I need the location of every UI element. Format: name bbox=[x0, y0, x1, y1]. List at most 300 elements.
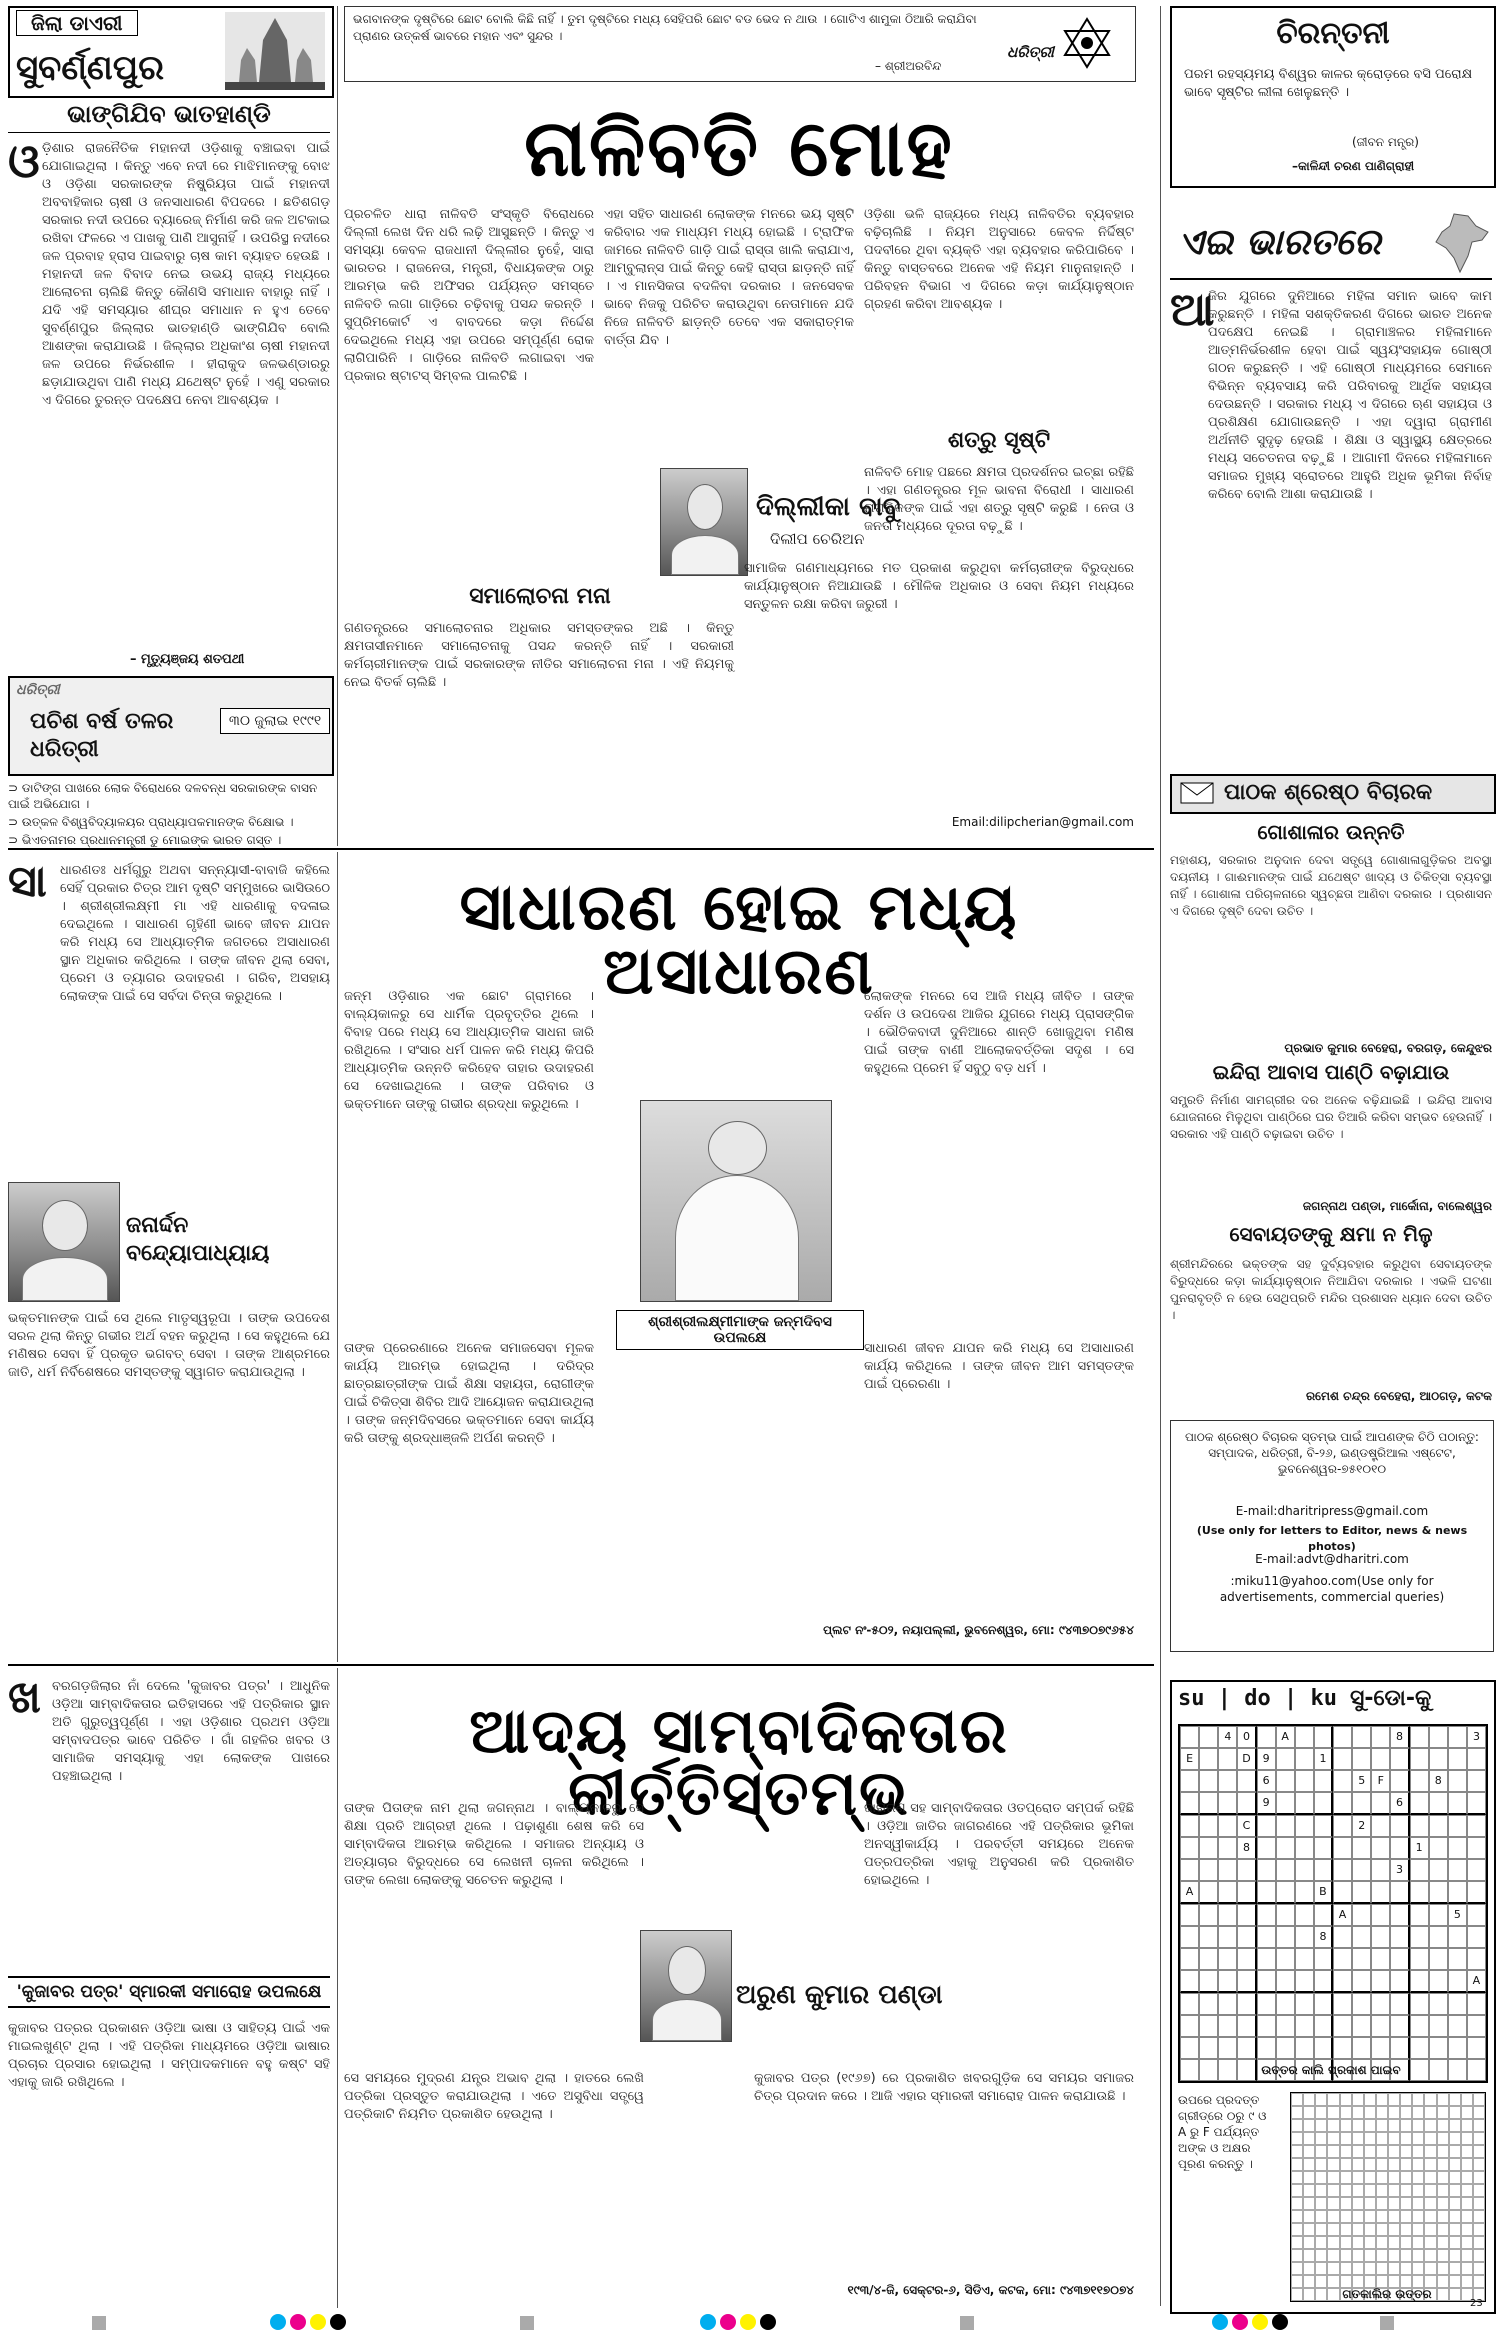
sudoku-cell[interactable] bbox=[1180, 1837, 1199, 1859]
prev-answer-cell bbox=[1303, 2106, 1315, 2119]
sudoku-cell[interactable] bbox=[1237, 1792, 1256, 1815]
sudoku-cell[interactable] bbox=[1352, 2015, 1371, 2037]
prev-answer-cell bbox=[1388, 2158, 1400, 2171]
sudoku-cell[interactable] bbox=[1333, 1770, 1352, 1792]
sudoku-cell[interactable] bbox=[1429, 1970, 1448, 1993]
sudoku-cell[interactable] bbox=[1257, 1859, 1276, 1881]
sudoku-cell[interactable] bbox=[1448, 1926, 1467, 1948]
sudoku-cell[interactable] bbox=[1352, 1837, 1371, 1859]
sudoku-cell[interactable]: A bbox=[1276, 1726, 1295, 1748]
left-col-body: ଡ଼ିଶାର ରାଜନୈତିକ ମହାନଦୀ ଓଡ଼ିଶାକୁ ବଞ୍ଚାଇବା ପାଇଁ ଯୋଗାଇଥିଲା । କିନ୍ତୁ ଏବେ ନଦୀ ରେ ମାଝିମାନଙ୍କୁ ବୋଝ ଓ ଓଡ଼ିଶା ସରକାରଙ୍କ ନିଷ୍କ୍ରିୟତା ପାଇଁ ମହାନଦୀ ଅବବାହିକାର ଚାଷୀ ଓ ଜନସାଧାରଣ ବିପଦରେ । ଛତିଶଗଡ଼ ସରକାର ନଦୀ ଉପରେ ବ୍ୟାରେଜ୍ ନିର୍ମାଣ କରି ଜଳ ଅଟକାଇ ରଖିବା ଫଳରେ ଏ ପାଖକୁ ପାଣି ଆସୁନାହିଁ । ଉପରିସ୍ଥ ନଦୀରେ ଜଳ ପ୍ରବାହ ହ୍ରାସ ପାଇବାରୁ ଚାଷ କାମ ବ୍ୟାହତ ହେଉଛି । ମହାନଦୀ ଜଳ ବିବାଦ ନେଇ ଉଭୟ ରାଜ୍ୟ ମଧ୍ୟରେ ଆଲୋଚନା ଚାଲିଛି କିନ୍ତୁ କୌଣସି ସମାଧାନ ବାହାରୁ ନାହିଁ । ଯଦି ଏହି ସମସ୍ୟାର ଶୀଘ୍ର ସମାଧାନ ନ ହୁଏ ତେବେ ସୁବର୍ଣ୍ଣପୁର ଜିଲ୍ଲାର ଭାତହାଣ୍ଡି ଭାଙ୍ଗିଯିବ ବୋଲି ଆଶଙ୍କା କରାଯାଉଛି । ଜିଲ୍ଲାର ଅଧିକାଂଶ ଚାଷୀ ମହାନଦୀ ଜଳ ଉପରେ ନିର୍ଭରଶୀଳ । ହୀରାକୁଦ ଜଳଭଣ୍ଡାରରୁ ଛଡ଼ାଯାଉଥିବା ପାଣି ମଧ୍ୟ ଯଥେଷ୍ଟ ନୁହେଁ । ଏଣୁ ସରକାର ଏ ଦିଗରେ ତୁରନ୍ତ ପଦକ୍ଷେପ ନେବା ଆବଶ୍ୟକ । bbox=[42, 141, 330, 408]
sudoku-cell[interactable] bbox=[1180, 1792, 1199, 1815]
sudoku-cell[interactable] bbox=[1180, 1948, 1199, 1970]
sudoku-cell[interactable] bbox=[1467, 1837, 1486, 1859]
prev-answer-cell bbox=[1461, 2210, 1473, 2223]
sudoku-cell[interactable]: 4 bbox=[1218, 1726, 1237, 1748]
sudoku-cell[interactable] bbox=[1257, 1881, 1276, 1904]
sudoku-cell[interactable] bbox=[1410, 1993, 1429, 2015]
prev-answer-cell bbox=[1412, 2249, 1424, 2262]
sudoku-cell[interactable] bbox=[1257, 1815, 1276, 1837]
sudoku-cell[interactable] bbox=[1371, 1904, 1390, 1926]
sudoku-cell[interactable] bbox=[1448, 1881, 1467, 1904]
sudoku-cell[interactable] bbox=[1390, 1748, 1409, 1770]
sudoku-cell[interactable]: 3 bbox=[1390, 1859, 1409, 1881]
chirantani-text: ପରମ ରହସ୍ୟମୟ ବିଶ୍ୱର କାଳର କ୍ରୋଡ଼ରେ ବସି ପରୋକ୍ଷ ଭାବେ ସୃଷ୍ଟିର ଲୀଳା ଖେଳୁଛନ୍ତି । bbox=[1184, 67, 1473, 100]
sudoku-cell[interactable] bbox=[1429, 2037, 1448, 2059]
anniv-item bbox=[8, 780, 330, 848]
sudoku-cell[interactable] bbox=[1390, 2015, 1409, 2037]
top-story-subhead2: ସମାଲୋଚନା ମନା bbox=[469, 584, 611, 609]
sudoku-cell[interactable] bbox=[1218, 1881, 1237, 1904]
sudoku-cell[interactable] bbox=[1352, 1792, 1371, 1815]
sudoku-cell[interactable] bbox=[1199, 1904, 1218, 1926]
sudoku-cell[interactable] bbox=[1180, 1970, 1199, 1993]
sudoku-cell[interactable]: 9 bbox=[1257, 1792, 1276, 1815]
sudoku-cell[interactable] bbox=[1429, 1748, 1448, 1770]
contact-email2: E-mail:advt@dharitri.com bbox=[1255, 1552, 1409, 1566]
sudoku-cell[interactable] bbox=[1467, 1904, 1486, 1926]
sudoku-cell[interactable] bbox=[1237, 2037, 1256, 2059]
sudoku-cell[interactable] bbox=[1429, 1815, 1448, 1837]
sudoku-cell[interactable] bbox=[1314, 1815, 1333, 1837]
sudoku-cell[interactable] bbox=[1276, 1970, 1295, 1993]
prev-answer-cell bbox=[1376, 2132, 1388, 2145]
sudoku-cell[interactable] bbox=[1199, 1926, 1218, 1948]
prev-answer-cell bbox=[1400, 2210, 1412, 2223]
sudoku-cell[interactable] bbox=[1276, 1748, 1295, 1770]
sudoku-cell[interactable] bbox=[1410, 1926, 1429, 1948]
sudoku-cell[interactable]: 5 bbox=[1352, 1770, 1371, 1792]
sudoku-cell[interactable] bbox=[1276, 1859, 1295, 1881]
sudoku-cell[interactable]: 1 bbox=[1314, 1748, 1333, 1770]
sudoku-cell[interactable] bbox=[1237, 1970, 1256, 1993]
sudoku-cell[interactable] bbox=[1295, 1770, 1314, 1792]
sudoku-cell[interactable] bbox=[1333, 1859, 1352, 1881]
prev-answer-cell bbox=[1340, 2119, 1352, 2132]
sudoku-cell[interactable] bbox=[1390, 2037, 1409, 2059]
prev-answer-cell bbox=[1303, 2223, 1315, 2236]
sudoku-cell[interactable] bbox=[1448, 1792, 1467, 1815]
sudoku-cell[interactable] bbox=[1199, 1837, 1218, 1859]
prev-answer-cell bbox=[1437, 2093, 1449, 2106]
sudoku-cell[interactable] bbox=[1314, 1792, 1333, 1815]
sudoku-cell[interactable] bbox=[1390, 1770, 1409, 1792]
bottom-story-col2: ତାଙ୍କ ପିତାଙ୍କ ନାମ ଥିଲା ଜଗନ୍ନାଥ । ବାଲ୍ୟକାଳରୁ ସେ ଶିକ୍ଷା ପ୍ରତି ଆଗ୍ରହୀ ଥିଲେ । ପଢ଼ାଶୁଣା ଶେଷ କରି ସେ ସାମ୍ବାଦିକତା ଆରମ୍ଭ କରିଥିଲେ । ସମାଜର ଅନ୍ୟାୟ ଓ ଅତ୍ୟାଚାର ବିରୁଦ୍ଧରେ ସେ ଲେଖନୀ ଚାଳନା କରିଥିଲେ । ତାଙ୍କ ଲେଖା ଲୋକଙ୍କୁ ସଚେତନ କରୁଥିଲା । bbox=[344, 1801, 644, 1888]
sudoku-cell[interactable] bbox=[1352, 1970, 1371, 1993]
sudoku-cell[interactable] bbox=[1199, 1726, 1218, 1748]
sudoku-cell[interactable] bbox=[1371, 1993, 1390, 2015]
sudoku-cell[interactable]: 8 bbox=[1237, 1837, 1256, 1859]
sudoku-cell[interactable] bbox=[1295, 1970, 1314, 1993]
sudoku-cell[interactable] bbox=[1276, 1926, 1295, 1948]
sudoku-cell[interactable] bbox=[1429, 1859, 1448, 1881]
sudoku-cell[interactable] bbox=[1237, 1993, 1256, 2015]
prev-answer-cell bbox=[1303, 2184, 1315, 2197]
sudoku-cell[interactable]: F bbox=[1371, 1770, 1390, 1792]
sudoku-cell[interactable] bbox=[1333, 1837, 1352, 1859]
sudoku-cell[interactable] bbox=[1448, 1815, 1467, 1837]
sudoku-cell[interactable] bbox=[1180, 2015, 1199, 2037]
sudoku-cell[interactable] bbox=[1352, 1859, 1371, 1881]
mid-story-col3: ଲୋକଙ୍କ ମନରେ ସେ ଆଜି ମଧ୍ୟ ଜୀବିତ । ତାଙ୍କ ଦର୍ଶନ ଓ ଉପଦେଶ ଆଜିର ଯୁଗରେ ମଧ୍ୟ ପ୍ରାସଙ୍ଗିକ । ଭୌତିକବାଦୀ ଦୁନିଆରେ ଶାନ୍ତି ଖୋଜୁଥିବା ମଣିଷ ପାଇଁ ତାଙ୍କ ବାଣୀ ଆଲୋକବର୍ତ୍ତିକା ସଦୃଶ । ସେ କହୁଥିଲେ ପ୍ରେମ ହିଁ ସବୁଠୁ ବଡ଼ ଧର୍ମ । bbox=[864, 989, 1134, 1076]
sudoku-cell[interactable] bbox=[1314, 1948, 1333, 1970]
sudoku-cell[interactable] bbox=[1218, 1970, 1237, 1993]
anniv-brand: ଧରିତ୍ରୀ bbox=[16, 682, 60, 698]
prev-answer-cell bbox=[1424, 2171, 1436, 2184]
prev-answer-cell bbox=[1437, 2184, 1449, 2197]
sudoku-cell[interactable] bbox=[1295, 1904, 1314, 1926]
sudoku-cell[interactable] bbox=[1352, 1948, 1371, 1970]
prev-answer-cell bbox=[1352, 2171, 1364, 2184]
prev-answer-cell bbox=[1352, 2262, 1364, 2275]
sudoku-cell[interactable] bbox=[1295, 1881, 1314, 1904]
sudoku-cell[interactable] bbox=[1467, 1792, 1486, 1815]
sudoku-cell[interactable] bbox=[1218, 1926, 1237, 1948]
sudoku-cell[interactable] bbox=[1333, 2037, 1352, 2059]
sudoku-cell[interactable] bbox=[1218, 1837, 1237, 1859]
sudoku-cell[interactable] bbox=[1467, 1993, 1486, 2015]
sudoku-cell[interactable] bbox=[1180, 1926, 1199, 1948]
sudoku-cell[interactable] bbox=[1199, 2015, 1218, 2037]
sudoku-cell[interactable] bbox=[1218, 1792, 1237, 1815]
sudoku-cell[interactable] bbox=[1429, 1948, 1448, 1970]
sudoku-cell[interactable] bbox=[1295, 1948, 1314, 1970]
sudoku-cell[interactable] bbox=[1390, 1904, 1409, 1926]
sudoku-cell[interactable] bbox=[1410, 2037, 1429, 2059]
sudoku-cell[interactable] bbox=[1199, 1859, 1218, 1881]
sudoku-cell[interactable]: C bbox=[1237, 1815, 1256, 1837]
sudoku-cell[interactable] bbox=[1467, 2037, 1486, 2059]
prev-answer-cell bbox=[1449, 2236, 1461, 2249]
sudoku-cell[interactable] bbox=[1467, 1748, 1486, 1770]
sudoku-cell[interactable] bbox=[1371, 1815, 1390, 1837]
sudoku-cell[interactable] bbox=[1371, 1792, 1390, 1815]
sudoku-cell[interactable] bbox=[1448, 1970, 1467, 1993]
sudoku-cell[interactable] bbox=[1410, 1970, 1429, 1993]
sudoku-cell[interactable] bbox=[1333, 1926, 1352, 1948]
contact-email3: :miku11@yahoo.com(Use only for advertisements, commercial queries) bbox=[1219, 1574, 1445, 1604]
sudoku-cell[interactable] bbox=[1390, 1926, 1409, 1948]
sudoku-cell[interactable] bbox=[1448, 1770, 1467, 1792]
sudoku-cell[interactable] bbox=[1467, 1948, 1486, 1970]
sudoku-cell[interactable] bbox=[1467, 1881, 1486, 1904]
sudoku-cell[interactable] bbox=[1257, 1726, 1276, 1748]
prev-answer-cell bbox=[1364, 2093, 1376, 2106]
sudoku-cell[interactable] bbox=[1218, 1770, 1237, 1792]
sudoku-cell[interactable] bbox=[1410, 1815, 1429, 1837]
sudoku-cell[interactable] bbox=[1352, 2037, 1371, 2059]
sudoku-cell[interactable] bbox=[1390, 1948, 1409, 1970]
sudoku-cell[interactable] bbox=[1180, 1726, 1199, 1748]
sudoku-cell[interactable] bbox=[1410, 1859, 1429, 1881]
sudoku-cell[interactable] bbox=[1314, 1970, 1333, 1993]
sudoku-cell[interactable] bbox=[1295, 1726, 1314, 1748]
sudoku-cell[interactable] bbox=[1410, 1726, 1429, 1748]
prev-answer-cell bbox=[1437, 2106, 1449, 2119]
sudoku-cell[interactable] bbox=[1429, 1993, 1448, 2015]
sudoku-cell[interactable] bbox=[1429, 1726, 1448, 1748]
sudoku-cell[interactable]: 6 bbox=[1390, 1792, 1409, 1815]
sudoku-cell[interactable] bbox=[1429, 1926, 1448, 1948]
sudoku-cell[interactable] bbox=[1314, 1859, 1333, 1881]
sudoku-cell[interactable] bbox=[1276, 1815, 1295, 1837]
sudoku-cell[interactable] bbox=[1237, 1859, 1256, 1881]
mid-story-col2: ଜନ୍ମ ଓଡ଼ିଶାର ଏକ ଛୋଟ ଗ୍ରାମରେ । ବାଲ୍ୟକାଳରୁ ସେ ଧାର୍ମିକ ପ୍ରବୃତ୍ତିର ଥିଲେ । ବିବାହ ପରେ ମଧ୍ୟ ସେ ଆଧ୍ୟାତ୍ମିକ ସାଧନା ଜାରି ରଖିଥିଲେ । ସଂସାର ଧର୍ମ ପାଳନ କରି ମଧ୍ୟ କିପରି ଆଧ୍ୟାତ୍ମିକ ଉନ୍ନତି କରିହେବ ତାହାର ଉଦାହରଣ ସେ ଦେଖାଇଥିଲେ । ତାଙ୍କ ପରିବାର ଓ ଭକ୍ତମାନେ ତାଙ୍କୁ ଗଭୀର ଶ୍ରଦ୍ଧା କରୁଥିଲେ । bbox=[344, 989, 594, 1112]
sudoku-cell[interactable] bbox=[1352, 1726, 1371, 1748]
sudoku-grid[interactable] bbox=[1178, 1724, 1488, 2083]
sudoku-cell[interactable] bbox=[1333, 1726, 1352, 1748]
sudoku-cell[interactable] bbox=[1180, 1815, 1199, 1837]
sudoku-cell[interactable] bbox=[1429, 2015, 1448, 2037]
sudoku-cell[interactable] bbox=[1448, 1748, 1467, 1770]
prev-answer-cell bbox=[1376, 2249, 1388, 2262]
sudoku-cell[interactable] bbox=[1410, 1792, 1429, 1815]
sudoku-cell[interactable] bbox=[1276, 1904, 1295, 1926]
sudoku-cell[interactable] bbox=[1199, 1993, 1218, 2015]
sudoku-cell[interactable] bbox=[1218, 1993, 1237, 2015]
prev-answer-cell bbox=[1340, 2249, 1352, 2262]
sudoku-cell[interactable]: B bbox=[1314, 1881, 1333, 1904]
mid-story-drop-cap: ସା bbox=[8, 856, 47, 907]
sudoku-cell[interactable] bbox=[1237, 1904, 1256, 1926]
district-label: ଜିଲା ଡାଏରୀ bbox=[16, 10, 138, 36]
sudoku-cell[interactable] bbox=[1257, 1993, 1276, 2015]
sudoku-cell[interactable] bbox=[1371, 1881, 1390, 1904]
sudoku-cell[interactable] bbox=[1314, 1770, 1333, 1792]
prev-answer-cell bbox=[1412, 2171, 1424, 2184]
section-divider-2 bbox=[8, 1664, 1154, 1666]
sudoku-cell[interactable] bbox=[1333, 2015, 1352, 2037]
sudoku-cell[interactable] bbox=[1180, 2037, 1199, 2059]
prev-answer-cell bbox=[1400, 2119, 1412, 2132]
prev-answer-cell bbox=[1315, 2106, 1327, 2119]
sudoku-cell[interactable] bbox=[1199, 1948, 1218, 1970]
prev-answer-cell bbox=[1303, 2132, 1315, 2145]
sudoku-cell[interactable] bbox=[1257, 1970, 1276, 1993]
sudoku-cell[interactable] bbox=[1352, 1926, 1371, 1948]
sudoku-cell[interactable] bbox=[1352, 1748, 1371, 1770]
sudoku-cell[interactable] bbox=[1180, 1904, 1199, 1926]
prev-answer-cell bbox=[1315, 2249, 1327, 2262]
sudoku-cell[interactable] bbox=[1390, 1837, 1409, 1859]
sudoku-cell[interactable] bbox=[1180, 1770, 1199, 1792]
sudoku-cell[interactable] bbox=[1257, 1904, 1276, 1926]
sudoku-cell[interactable] bbox=[1237, 1948, 1256, 1970]
sudoku-cell[interactable] bbox=[1467, 1770, 1486, 1792]
sudoku-cell[interactable] bbox=[1314, 1993, 1333, 2015]
sudoku-prev-answer-grid bbox=[1290, 2092, 1486, 2302]
sudoku-cell[interactable] bbox=[1314, 2015, 1333, 2037]
sudoku-cell[interactable] bbox=[1467, 1926, 1486, 1948]
mid-story-col1b: ଭକ୍ତମାନଙ୍କ ପାଇଁ ସେ ଥିଲେ ମାତୃସ୍ୱରୂପା । ତାଙ୍କ ଉପଦେଶ ସରଳ ଥିଲା କିନ୍ତୁ ଗଭୀର ଅର୍ଥ ବହନ କରୁଥିଲା । ସେ କହୁଥିଲେ ଯେ ମଣିଷର ସେବା ହିଁ ପ୍ରକୃତ ଭଗବତ୍ ସେବା । ତାଙ୍କ ଆଶ୍ରମରେ ଜାତି, ଧର୍ମ ନିର୍ବିଶେଷରେ ସମସ୍ତଙ୍କୁ ସ୍ୱାଗତ କରାଯାଉଥିଲା । bbox=[8, 1311, 330, 1380]
sudoku-cell[interactable] bbox=[1333, 1993, 1352, 2015]
sudoku-cell[interactable] bbox=[1295, 1748, 1314, 1770]
sudoku-cell[interactable] bbox=[1276, 1770, 1295, 1792]
sudoku-cell[interactable] bbox=[1467, 1859, 1486, 1881]
sudoku-cell[interactable] bbox=[1257, 1948, 1276, 1970]
sudoku-cell[interactable] bbox=[1295, 1792, 1314, 1815]
sudoku-cell[interactable] bbox=[1410, 1881, 1429, 1904]
sudoku-cell[interactable] bbox=[1199, 1881, 1218, 1904]
sudoku-cell[interactable] bbox=[1390, 1993, 1409, 2015]
prev-answer-cell bbox=[1364, 2119, 1376, 2132]
sudoku-cell[interactable]: 9 bbox=[1257, 1748, 1276, 1770]
sudoku-cell[interactable] bbox=[1218, 1948, 1237, 1970]
prev-answer-cell bbox=[1315, 2197, 1327, 2210]
sudoku-cell[interactable] bbox=[1276, 1948, 1295, 1970]
sudoku-cell[interactable] bbox=[1429, 1881, 1448, 1904]
sudoku-cell[interactable] bbox=[1180, 1859, 1199, 1881]
sudoku-cell[interactable]: A bbox=[1467, 1970, 1486, 1993]
prev-answer-cell bbox=[1461, 2249, 1473, 2262]
sudoku-cell[interactable] bbox=[1180, 1993, 1199, 2015]
sudoku-cell[interactable] bbox=[1276, 1993, 1295, 2015]
sudoku-cell[interactable] bbox=[1371, 1726, 1390, 1748]
sudoku-cell[interactable] bbox=[1218, 2037, 1237, 2059]
prev-answer-cell bbox=[1449, 2132, 1461, 2145]
prev-answer-cell bbox=[1315, 2184, 1327, 2197]
prev-answer-cell bbox=[1376, 2262, 1388, 2275]
sudoku-cell[interactable] bbox=[1199, 2037, 1218, 2059]
sudoku-cell[interactable] bbox=[1371, 1970, 1390, 1993]
sudoku-cell[interactable] bbox=[1199, 1748, 1218, 1770]
sudoku-cell[interactable] bbox=[1410, 1948, 1429, 1970]
sudoku-cell[interactable]: A bbox=[1333, 1904, 1352, 1926]
sudoku-cell[interactable]: 0 bbox=[1237, 1726, 1256, 1748]
sudoku-cell[interactable] bbox=[1371, 1859, 1390, 1881]
sudoku-cell[interactable] bbox=[1371, 2037, 1390, 2059]
sudoku-cell[interactable] bbox=[1295, 1837, 1314, 1859]
prev-answer-cell bbox=[1437, 2145, 1449, 2158]
sudoku-cell[interactable] bbox=[1467, 1815, 1486, 1837]
prev-answer-cell bbox=[1364, 2158, 1376, 2171]
sudoku-cell[interactable] bbox=[1314, 1726, 1333, 1748]
prev-answer-cell bbox=[1412, 2223, 1424, 2236]
sudoku-cell[interactable] bbox=[1199, 1792, 1218, 1815]
sudoku-cell[interactable] bbox=[1295, 2015, 1314, 2037]
sudoku-cell[interactable] bbox=[1314, 2037, 1333, 2059]
sudoku-cell[interactable] bbox=[1276, 1881, 1295, 1904]
sudoku-cell[interactable]: E bbox=[1180, 1748, 1199, 1770]
sudoku-cell[interactable] bbox=[1295, 1815, 1314, 1837]
sudoku-cell[interactable] bbox=[1352, 1993, 1371, 2015]
sudoku-cell[interactable] bbox=[1371, 1748, 1390, 1770]
sudoku-cell[interactable]: A bbox=[1180, 1881, 1199, 1904]
sudoku-cell[interactable] bbox=[1410, 2015, 1429, 2037]
sudoku-cell[interactable]: 6 bbox=[1257, 1770, 1276, 1792]
sudoku-cell[interactable] bbox=[1314, 1837, 1333, 1859]
prev-answer-cell bbox=[1376, 2119, 1388, 2132]
sudoku-cell[interactable] bbox=[1333, 1792, 1352, 1815]
sudoku-cell[interactable]: 2 bbox=[1352, 1815, 1371, 1837]
sudoku-cell[interactable]: D bbox=[1237, 1748, 1256, 1770]
sudoku-cell[interactable] bbox=[1448, 1726, 1467, 1748]
sudoku-cell[interactable] bbox=[1295, 1926, 1314, 1948]
sudoku-cell[interactable] bbox=[1448, 1837, 1467, 1859]
sudoku-cell[interactable] bbox=[1257, 2037, 1276, 2059]
sudoku-cell[interactable] bbox=[1390, 1881, 1409, 1904]
sudoku-cell[interactable] bbox=[1237, 1881, 1256, 1904]
sudoku-cell[interactable] bbox=[1467, 2015, 1486, 2037]
sudoku-cell[interactable] bbox=[1371, 1948, 1390, 1970]
sudoku-cell[interactable] bbox=[1257, 1837, 1276, 1859]
sudoku-cell[interactable] bbox=[1371, 1837, 1390, 1859]
sudoku-cell[interactable] bbox=[1352, 1904, 1371, 1926]
sudoku-cell[interactable] bbox=[1429, 1792, 1448, 1815]
prev-answer-cell bbox=[1424, 2236, 1436, 2249]
sudoku-cell[interactable] bbox=[1199, 1815, 1218, 1837]
prev-answer-cell bbox=[1412, 2119, 1424, 2132]
sudoku-cell[interactable] bbox=[1448, 1948, 1467, 1970]
sudoku-cell[interactable] bbox=[1237, 1770, 1256, 1792]
sudoku-cell[interactable] bbox=[1295, 1993, 1314, 2015]
sudoku-cell[interactable] bbox=[1218, 2015, 1237, 2037]
sudoku-cell[interactable] bbox=[1448, 2037, 1467, 2059]
sudoku-cell[interactable] bbox=[1276, 2015, 1295, 2037]
sudoku-cell[interactable] bbox=[1390, 1815, 1409, 1837]
prev-answer-cell bbox=[1291, 2171, 1303, 2184]
sudoku-cell[interactable]: 1 bbox=[1410, 1837, 1429, 1859]
sudoku-cell[interactable] bbox=[1276, 1837, 1295, 1859]
sudoku-cell[interactable] bbox=[1199, 1770, 1218, 1792]
sudoku-cell[interactable] bbox=[1218, 1904, 1237, 1926]
sudoku-cell[interactable]: 8 bbox=[1314, 1926, 1333, 1948]
sudoku-cell[interactable] bbox=[1276, 1792, 1295, 1815]
sudoku-cell[interactable] bbox=[1410, 1770, 1429, 1792]
sudoku-cell[interactable] bbox=[1257, 1926, 1276, 1948]
prev-answer-cell bbox=[1388, 2210, 1400, 2223]
sudoku-cell[interactable] bbox=[1218, 1859, 1237, 1881]
sudoku-cell[interactable] bbox=[1333, 1881, 1352, 1904]
sudoku-cell[interactable] bbox=[1429, 1837, 1448, 1859]
top-story-headline: ନାଳିବତି ମୋହ bbox=[524, 104, 954, 194]
sudoku-cell[interactable] bbox=[1237, 1926, 1256, 1948]
sudoku-cell[interactable] bbox=[1333, 1970, 1352, 1993]
sudoku-cell[interactable] bbox=[1257, 2015, 1276, 2037]
sudoku-cell[interactable] bbox=[1199, 1970, 1218, 1993]
prev-answer-cell bbox=[1303, 2145, 1315, 2158]
sudoku-cell[interactable] bbox=[1390, 1970, 1409, 1993]
author-photo-arun bbox=[640, 1930, 732, 2042]
sudoku-cell[interactable] bbox=[1333, 1815, 1352, 1837]
sudoku-cell[interactable] bbox=[1314, 1904, 1333, 1926]
sudoku-cell[interactable]: 3 bbox=[1467, 1726, 1486, 1748]
prev-answer-cell bbox=[1388, 2223, 1400, 2236]
sudoku-cell[interactable] bbox=[1276, 2037, 1295, 2059]
sudoku-cell[interactable] bbox=[1333, 1948, 1352, 1970]
sudoku-cell[interactable] bbox=[1218, 1748, 1237, 1770]
sudoku-cell[interactable] bbox=[1410, 1748, 1429, 1770]
sudoku-cell[interactable] bbox=[1448, 1993, 1467, 2015]
sudoku-cell[interactable]: 8 bbox=[1390, 1726, 1409, 1748]
sudoku-cell[interactable] bbox=[1371, 2015, 1390, 2037]
sudoku-cell[interactable] bbox=[1410, 1904, 1429, 1926]
prev-answer-cell bbox=[1352, 2093, 1364, 2106]
sudoku-cell[interactable] bbox=[1371, 1926, 1390, 1948]
sudoku-cell[interactable] bbox=[1295, 1859, 1314, 1881]
sudoku-cell[interactable] bbox=[1429, 1904, 1448, 1926]
sudoku-cell[interactable]: 8 bbox=[1429, 1770, 1448, 1792]
sudoku-cell[interactable] bbox=[1237, 2015, 1256, 2037]
prev-answer-cell bbox=[1315, 2236, 1327, 2249]
sudoku-cell[interactable] bbox=[1448, 1859, 1467, 1881]
sudoku-cell[interactable] bbox=[1295, 2037, 1314, 2059]
sudoku-cell[interactable]: 5 bbox=[1448, 1904, 1467, 1926]
sudoku-cell[interactable] bbox=[1448, 2015, 1467, 2037]
sudoku-cell[interactable] bbox=[1218, 1815, 1237, 1837]
sudoku-cell[interactable] bbox=[1352, 1881, 1371, 1904]
sudoku-cell[interactable] bbox=[1333, 1748, 1352, 1770]
